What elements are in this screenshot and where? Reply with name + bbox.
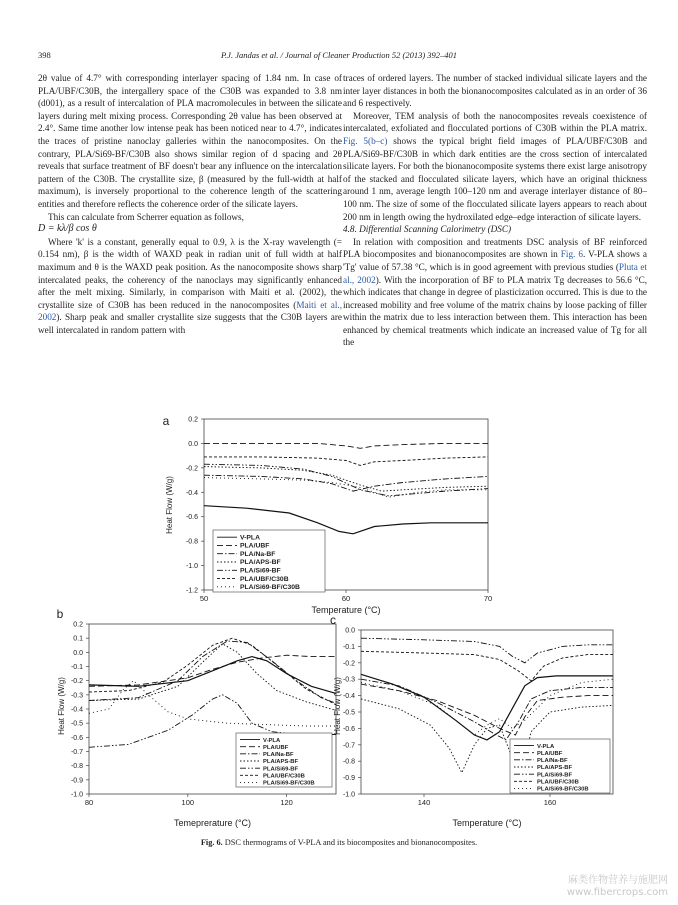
panel-c-y-tick-label: -0.5 — [342, 709, 355, 717]
panel-a-x-tick-label: 60 — [341, 594, 351, 603]
panel-b-series-line — [89, 681, 336, 726]
panel-c-legend-label: PLA/APS-BF — [537, 765, 573, 772]
panel-c-series-line — [361, 674, 613, 740]
panel-c-legend-label: PLA/Si69-BF/C30B — [537, 786, 589, 793]
panel-c-x-tick-label: 140 — [417, 798, 431, 807]
panel-a-legend-label: PLA/UBF — [240, 542, 270, 550]
panel-a-series-line — [204, 457, 488, 466]
panel-b-y-tick-label: -0.3 — [70, 692, 83, 700]
scherrer-equation: D = kλ/β cos θ — [38, 223, 97, 235]
panel-a-y-tick-label: 0.2 — [188, 416, 198, 424]
panel-c-y-axis-label: Heat Flow (W/g) — [333, 677, 342, 735]
panel-a-y-axis-label: Heat Flow (W/g) — [165, 476, 174, 534]
panel-b-y-tick-label: -0.4 — [70, 706, 83, 714]
panel-a-legend-label: PLA/Si69-BF — [240, 567, 281, 575]
panel-a-y-tick-label: -0.4 — [185, 489, 198, 497]
panel-b-x-tick-label: 80 — [84, 798, 94, 807]
panel-a-y-tick-label: 0.0 — [188, 440, 198, 448]
panel-c-y-tick-label: -1.0 — [342, 791, 355, 799]
panel-b-y-tick-label: -0.7 — [70, 749, 83, 756]
panel-a-legend-label: PLA/Na-BF — [240, 550, 276, 558]
right-paragraph-3-b: . V-PLA shows a 'Tg' value of 57.38 °C, which is in good agreement with previous studies ( — [343, 249, 647, 272]
panel-b-y-tick-label: -0.2 — [70, 678, 83, 686]
panel-b-y-tick-label: -1.0 — [70, 791, 83, 799]
panel-b-y-tick-label: -0.8 — [70, 763, 83, 771]
panel-c-series-line — [361, 679, 613, 740]
left-paragraph-3-tail: ). Sharp peak and smaller crystallite size suggests that the C30B layers are well intercalated in random pattern with — [38, 312, 342, 335]
panel-c-y-tick-label: -0.6 — [342, 725, 355, 733]
panel-a-series-line — [204, 478, 488, 498]
watermark-line-1: 麻类作物营养与施肥网 — [568, 875, 668, 886]
panel-b-x-axis-label: Temeprerature (°C) — [173, 818, 252, 828]
panel-b-label: b — [56, 607, 64, 621]
panel-c-y-tick-label: -0.4 — [342, 693, 355, 701]
panel-a-series-line — [204, 443, 488, 448]
left-paragraph-3-text: Where 'k' is a constant, generally equal to 0.9, λ is the X-ray wavelength (= 0.154 nm), β is the width of WAXD peak in radian unit of full width at half maximum and θ is the WAXD peak position. As the nanocomposite shows sharp intercalated peaks, the coherency of the nanoclays may significantly enhanced after the melt mixing. Similarly, in comparison with Maiti et al. (2002), the crystallite size of C30B has been reduced in the nanocomposites ( — [38, 236, 342, 310]
watermark-line-2: www.fibercrops.com — [566, 887, 668, 898]
panel-a-y-tick-label: -1.2 — [185, 587, 198, 595]
panel-b-series-line — [89, 638, 336, 705]
panel-a-series-line — [204, 506, 488, 534]
panel-b-legend-label: PLA/Si69-BF/C30B — [263, 780, 315, 787]
right-paragraph-2-b: shows the typical bright field images of PLA/UBF/C30B and PLA/Si69-BF/C30B in which dark entities are the cross section of intercalated silicate layers. For both the bionanocomposite systems there exist large anisotropy of the stacked and flocculated silicate layers, which have an original thickness around 1 nm, average length 100–120 nm and average interlayer distance of 80–100 nm. The size of some of the flocculated silicate layers appears to reach about 200 nm in length owing the hydroxilated edge–edge interaction of silicate layers. — [343, 135, 648, 222]
panel-c-y-tick-label: -0.1 — [342, 643, 355, 651]
panel-c-y-tick-label: 0.0 — [345, 627, 355, 635]
citation-link-maiti[interactable]: Maiti et al., 2002 — [38, 299, 342, 323]
panel-c-legend-label: PLA/Si69-BF — [537, 772, 573, 779]
panel-c-series-line — [361, 679, 613, 735]
panel-b-y-tick-label: 0.1 — [73, 635, 83, 643]
panel-c-legend-label: PLA/UBF/C30B — [537, 779, 579, 786]
left-paragraph-2: This can calculate from Scherrer equation as follows, — [48, 211, 244, 222]
panel-b-legend-label: PLA/UBF/C30B — [263, 773, 305, 780]
panel-a-y-tick-label: -1.0 — [185, 563, 198, 571]
right-paragraph-3-c: ). With the incorporation of BF to PLA matrix Tg decreases to 56.6 °C, which indicates that change in degree of plasticization occurred. This is due to the increased mobility and free volume of the matrix chains by loose packing of filler within the matrix due to less interaction between them. This interaction has been enhanced by chemical treatments which indicate an increased value of Tg for all the — [343, 274, 647, 348]
panel-a-x-tick-label: 70 — [483, 594, 493, 603]
right-paragraph-3-a: In relation with composition and treatments DSC analysis of BF reinforced PLA biocomposites and bionanocomposites are shown in — [343, 236, 647, 260]
panel-c-x-axis-label: Temperature (°C) — [452, 818, 522, 828]
panel-a-legend-label: PLA/UBF/C30B — [240, 575, 289, 583]
panel-b-y-tick-label: -0.6 — [70, 734, 83, 742]
panel-a-series-line — [204, 475, 488, 491]
panel-c-x-tick-label: 160 — [543, 798, 557, 807]
right-paragraph-2-a: Moreover, TEM analysis of both the nanocomposites reveals coexistence of intercalated, exfoliated and flocculated portions of C30B within the PLA matrix. — [343, 110, 647, 134]
section-heading-dsc: 4.8. Differential Scanning Calorimetry (DSC) — [343, 224, 512, 235]
panel-c-series-line — [361, 684, 613, 735]
right-paragraph-1: traces of ordered layers. The number of stacked individual silicate layers and the inter layer distances in both the bionanocomposites calculated as in an order of 36 and 6 respectively. — [343, 73, 647, 109]
panel-b-series-line — [89, 657, 336, 694]
panel-a-y-tick-label: -0.8 — [185, 538, 198, 546]
panel-b-x-tick-label: 100 — [181, 798, 195, 807]
panel-a-legend-label: PLA/Si69-BF/C30B — [240, 584, 300, 592]
panel-c-label: c — [330, 613, 336, 627]
running-header: P.J. Jandas et al. / Journal of Cleaner Production 52 (2013) 392–401 — [220, 50, 458, 60]
panel-b-legend-label: PLA/Na-BF — [263, 752, 294, 759]
panel-b-legend-label: PLA/Si69-BF — [263, 766, 299, 773]
panel-a-label: a — [162, 414, 170, 428]
panel-b-legend-label: PLA/UBF — [263, 744, 289, 751]
watermark — [567, 875, 668, 899]
figure-caption — [0, 838, 678, 847]
panel-b-y-tick-label: 0.2 — [73, 621, 83, 629]
panel-c-legend-label: V-PLA — [537, 743, 555, 750]
panel-b-series-line — [89, 644, 336, 711]
panel-a-y-tick-label: -0.2 — [185, 465, 198, 473]
panel-a-legend-label: V-PLA — [240, 534, 260, 542]
panel-c-y-tick-label: -0.3 — [342, 676, 355, 684]
panel-a-x-tick-label: 50 — [199, 594, 209, 603]
panel-b-y-tick-label: -0.5 — [70, 720, 83, 728]
citation-link-pluta[interactable]: Pluta et al., 2002 — [343, 261, 647, 285]
panel-a-legend-label: PLA/APS-BF — [240, 559, 281, 567]
panel-c-legend-label: PLA/UBF — [537, 750, 563, 757]
panel-c-y-tick-label: -0.8 — [342, 758, 355, 766]
figure-link-fig6[interactable]: Fig. 6 — [560, 249, 583, 260]
panel-c-y-tick-label: -0.2 — [342, 660, 355, 668]
panel-b-y-tick-label: 0.0 — [73, 649, 83, 657]
panel-b-legend-label: V-PLA — [263, 737, 281, 744]
figure-link-fig5[interactable]: Fig. 5(b–c) — [343, 135, 388, 146]
panel-c-y-tick-label: -0.7 — [342, 742, 355, 750]
figure-caption-text: DSC thermograms of V-PLA and its biocomposites and bionanocomposites. — [222, 838, 478, 847]
panel-c-legend-label: PLA/Na-BF — [537, 758, 568, 765]
panel-b-y-axis-label: Heat Flow (W/g) — [57, 677, 66, 735]
figure-caption-label: Fig. 6. — [200, 838, 223, 847]
panel-b-series-line — [89, 641, 336, 703]
panel-b-x-tick-label: 120 — [280, 798, 293, 807]
panel-c-series-line — [361, 638, 613, 663]
panel-b-y-tick-label: -0.1 — [70, 664, 83, 671]
panel-c-y-tick-label: -0.9 — [342, 775, 355, 783]
left-paragraph-1: 2θ value of 4.7° with corresponding interlayer spacing of 1.84 nm. In case of PLA/UBF/C30B, the intergallery space of the C30B was expanded to 3.8 nm (d001), as a result of intercalation of PLA macromolecules in between the silicate layers during melt mixing process. Corresponding 2θ value has been observed at 2.4°. Same time another low intense peak has been noticed near to 4.7°, indicates the traces of pristine nanoclay galleries within the nanocomposites. On the contrary, PLA/Si69-BF/C30B also shows similar region of d spacing and 2θ reveals that surface treatment of BF doesn't bear any influence on the intercalation pattern of the C30B. The crystallite size, β (measured by the full-width at half maximum), is inversely proportional to the coherence length of the scattering entities and therefore reflects the coherence order of the silicate layers. — [38, 73, 342, 209]
panel-a-x-axis-label: Temperature (°C) — [311, 605, 381, 615]
panel-a-y-tick-label: -0.6 — [185, 514, 198, 522]
panel-a-series-line — [204, 464, 488, 496]
panel-b-y-tick-label: -0.9 — [70, 777, 83, 785]
panel-b-legend-label: PLA/APS-BF — [263, 759, 299, 766]
page-number: 398 — [38, 50, 51, 60]
